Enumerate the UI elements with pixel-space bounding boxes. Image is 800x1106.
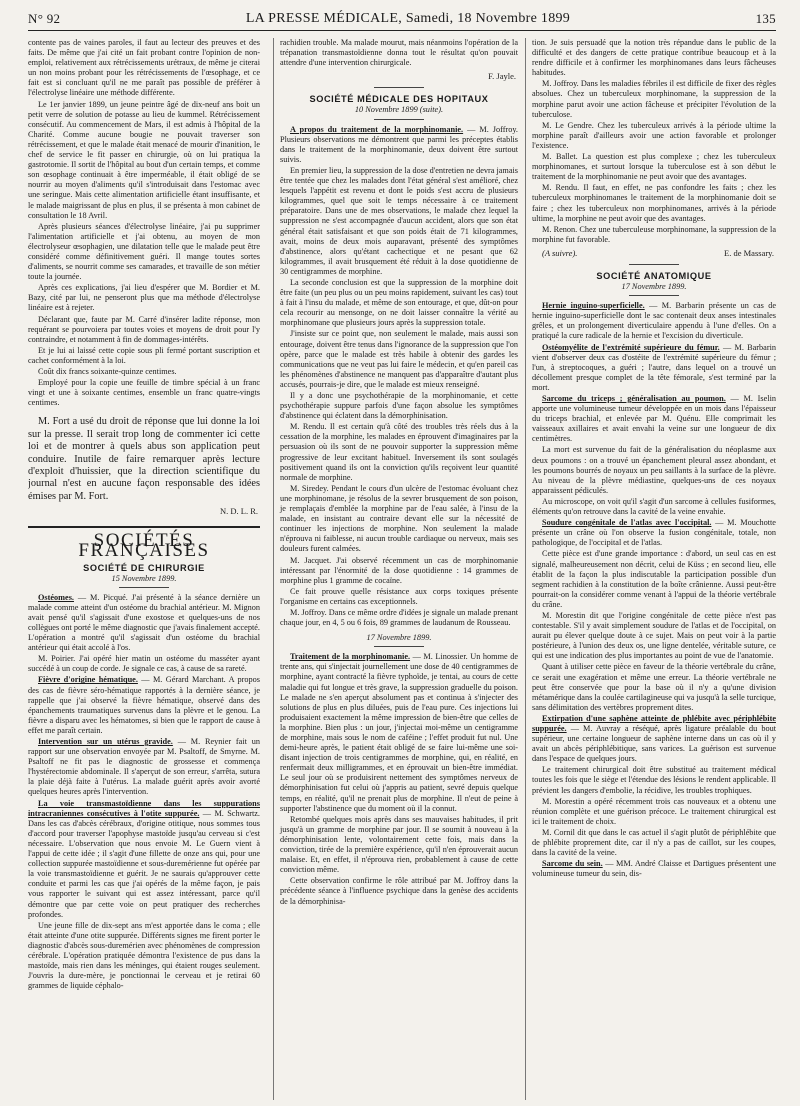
- session-date: 17 Novembre 1899.: [366, 633, 432, 643]
- paragraph: M. Joffroy. Dans ce même ordre d'idées je signale un malade prenant chaque jour, en 4, 5 ou 6 fois, 89 grammes de laudanum de Rousseau.: [280, 607, 518, 628]
- paragraph: Et je lui ai laissé cette copie sous pli fermé portant suscription et cachet conformément à la loi.: [28, 345, 260, 365]
- subheading: Sarcome du triceps ; généralisation au poumon.: [542, 394, 726, 403]
- page-header: [28, 8, 776, 31]
- paragraph: Sarcome du sein. — MM. André Claisse et Dartigues présentent une volumineuse tumeur du sein, dis-: [532, 859, 776, 879]
- editor-note: M. Fort a usé du droit de réponse que lui donne la loi sur la presse. Il serait trop long de commenter ici cette loi et de montrer à quels abus son application peut conduire. Inutile de faire remarquer après lecture d'exploit d'huissier, que la direction scientifique du journal n'est en aucune façon responsable des idées émises par M. Fort.: [28, 416, 260, 502]
- column-1: [28, 38, 260, 1100]
- paragraph: Déclarant que, faute par M. Carré d'insérer ladite réponse, mon requérant se pourvoiera par toutes voies et moyens de droit pour l'y contraindre, et notamment à fin de dommages-intérêts.: [28, 314, 260, 344]
- society-title: SOCIÉTÉ ANATOMIQUE: [596, 270, 712, 281]
- society-title: SOCIÉTÉ MÉDICALE DES HOPITAUX: [309, 94, 489, 105]
- continuation-line: [532, 248, 774, 258]
- short-rule: [374, 119, 424, 120]
- subheading: Traitement de la morphinomanie.: [290, 652, 411, 662]
- paragraph: tion. Je suis persuadé que la notion très répandue dans le public de la difficulté et des dangers de cette pratique contribue beaucoup et à la rendre difficile et à confirmer les morphinomanes dans leurs fâcheuses habitudes.: [532, 38, 776, 78]
- paragraph: Hernie inguino-superficielle. — M. Barbarin présente un cas de hernie inguino-superficielle dont le sac contenait deux anses intestinales grêles, et un prolongement diverticulaire appendu à l'une d'elles. On a pratiqué la cure radicale de la hernie et l'excision du diverticule.: [532, 301, 776, 341]
- paragraph: Il y a donc une psychothérapie de la morphinomanie, et cette psychothérapie suppure parfois d'une façon absolue les symptômes d'abstinence qui éclatent dans la démorphinisation.: [280, 391, 518, 421]
- paragraph: Fièvre d'origine hématique. — M. Gérard Marchant. A propos des cas de fièvre séro-hématique rapportés à la dernière séance, je rappelle que j'ai observé la fièvre hématique, observé dans des épanchements traumatiques survenus dans la plèvre et le genou. La fièvre a disparu avec les hématomes, si bien que le rapport de cause à effet me paraît certain.: [28, 675, 260, 735]
- paragraph: M. Morestin dit que l'origine congénitale de cette pièce n'est pas contestable. S'il y avait simplement soudure de l'atlas et de l'occipital, on aurait pu élever quelque doute à ce sujet. Mais on peut voir à la partie postérieure, à l'union des deux os, une ligne dentelée, véritable suture, ce qui est une indication des plus importantes au point de vue de l'anatomie.: [532, 610, 776, 661]
- subheading: La voie transmastoïdienne dans les suppurations intracraniennes consécutives à l'otite suppurée.: [28, 798, 260, 818]
- paragraph: M. Morestin a opéré récemment trois cas nouveaux et a obtenu une réunion complète et une guérison précoce. Le traitement chirurgical est ici le traitement de choix.: [532, 796, 776, 826]
- to-be-continued: (A suivre).: [542, 247, 578, 258]
- paragraph: Ostéomes. — M. Picqué. J'ai présenté à la séance dernière un malade comme atteint d'un ostéome du brachial antérieur. M. Mignon avait pensé qu'il s'agissait d'une exostose et quelques-uns de nos collègues ont porté le même diagnostic que j'avais finalement accepté. L'opération a montré qu'il s'agissait d'un ostéome du brachial antérieur qui était accolé à l'os.: [28, 592, 260, 653]
- paragraph: Après plusieurs séances d'électrolyse linéaire, j'ai pu supprimer l'alimentation artificielle et j'ai obtenu, au moyen de mon électrolyseur œsophagien, une dilatation telle que le malade peut être considéré comme définitivement guéri. Il mange toutes sortes d'aliments, se nourrit comme ses camarades, et travaille de son métier toute la journée.: [28, 221, 260, 282]
- subheading: Soudure congénitale de l'atlas avec l'occipital.: [542, 518, 712, 528]
- paragraph: M. Cornil dit que dans le cas actuel il s'agit plutôt de périphlébite que de phlébite proprement dite, car il n'y a pas de caillot, sur les coupes, dans la cavité de la veine.: [532, 827, 776, 858]
- paragraph: En premier lieu, la suppression de la dose d'entretien ne devra jamais être tentée que chez les malades dont l'état général s'est amélioré, chez lesquels l'appétit est revenu et dont le poids s'est accru de plusieurs kilogrammes, quel que soit le temps nécessaire à ce traitement préparatoire. Dans une de mes observations, le malade chez lequel la suppression ne s'est accompagnée d'aucun accident, alors que son état général était satisfaisant et que son poids était de 71 kilogrammes, avait, moins de deux mois auparavant, présenté des symptômes d'abstinence, alors qu'étant cachectique et ne pesant que 62 kilogrammes, il avait brusquement été réduit à la dose quotidienne de 30 centigrammes de morphine.: [280, 165, 518, 276]
- subheading: Sarcome du sein.: [542, 859, 603, 869]
- paragraph: M. Renon. Chez une tuberculeuse morphinomane, la suppression de la morphine fut favorable.: [532, 224, 776, 244]
- column-2: [273, 38, 518, 1100]
- paragraph: M. Rendu. Il est certain qu'à côté des troubles très réels dus à la cessation de la morphine, les malades en éprouvent d'imaginaires par la persuasion où ils sont de ne pouvoir supporter la suppression même progressive de leur excitant habituel. Inversement ils sont soulagés positivement quand ils ont la conviction qu'ils reçoivent leur quantité normale de morphine.: [280, 422, 518, 482]
- paragraph: Le traitement chirurgical doit être substitué au traitement médical toutes les fois que le siège et l'étendue des lésions le rendent applicable. Il prévient les dangers d'embolie, la récidive, les troubles trophiques.: [532, 765, 776, 795]
- paragraph: Employé pour la copie une feuille de timbre spécial à un franc vingt et une à soixante centimes, ensemble un franc quatre-vingts centimes.: [28, 378, 260, 408]
- society-title: SOCIÉTÉ DE CHIRURGIE: [83, 562, 205, 573]
- paragraph: Ce fait prouve quelle résistance aux corps toxiques présente l'organisme en certains cas exceptionnels.: [280, 586, 518, 606]
- masthead-title: LA PRESSE MÉDICALE, Samedi, 18 Novembre 1899: [245, 11, 571, 26]
- paragraph: Extirpation d'une saphène atteinte de phlébite avec périphlébite suppurée. — M. Auvray a réséqué, après ligature préalable du bout supérieur, une certaine longueur de saphène interne dans un cas où il y avait un abcès périphlébitique, sans varices. La guérison est survenue dans l'espace de quelques jours.: [532, 713, 776, 764]
- short-rule: [119, 587, 169, 588]
- short-rule: [629, 295, 679, 296]
- paragraph: M. Siredey. Pendant le cours d'un ulcère de l'estomac évoluant chez une morphinomane, je résolus de la sevrer brusquement de son poison, je remplaçais d'emblée la morphine par de l'eau salée, à l'insu de la malade, en insistant au contraire devant elle sur la nécessité de continuer les injections de morphine. Non seulement la malade n'éprouva ni faiblesse, ni aucun trouble cardiaque ou nerveux, mais ses douleurs furent calmées.: [280, 483, 518, 554]
- paragraph: M. Ballet. La question est plus complexe ; chez les tuberculeux morphinomanes, et surtout lorsque la tuberculose est à son début le traitement de la morphinomanie ne peut avoir que des avantages.: [532, 152, 776, 182]
- paragraph: Sarcome du triceps ; généralisation au poumon. — M. Iselin apporte une volumineuse tumeur développée en un mois dans l'épaisseur du triceps brachial, et enlevée par M. Quénu. Elle comprimait les vaisseaux axillaires et avait envahi la veine sur une longueur de dix centimètres.: [532, 394, 776, 444]
- author-signature: F. Jayle.: [488, 71, 516, 82]
- paragraph: M. Jacquet. J'ai observé récemment un cas de morphinomanie intéressant par l'énormité de la dose quotidienne : 14 grammes de morphine plus 1 gramme de cocaïne.: [280, 555, 518, 585]
- paragraph: Coût dix francs soixante-quinze centimes.: [38, 367, 177, 376]
- paragraph: Une jeune fille de dix-sept ans m'est apportée dans le coma ; elle était atteinte d'une otite suppurée. Différents signes me firent porter le diagnostic d'abcès sous-duremérien avec phénomènes de compression cérébrale. L'opération pratiquée démontra l'existence de pus dans la mastoïde, mais rien dans les méninges, qui étaient rouges seulement. J'ouvris la dure-mère, je ponctionnai le cerveau et je retirai 60 grammes de liquide céphalo-: [28, 920, 260, 991]
- paragraph: Le 1er janvier 1899, un jeune peintre âgé de dix-neuf ans boit un petit verre de solution de potasse au lieu de kummel. Rétrécissement consécutif. Au commencement de Mars, il est admis à l'hôpital de la Charité. Comme aucune bougie ne pouvait traverser son rétrécissement, et que le malade était menacé de mourir d'inanition, le chef de service le fit passer en chirurgie, où on lui pratiqua la gastrotomie. Il sortit de l'hôpital au bout d'un certain temps, et comme son œsophage continuait à être imperméable, il était obligé de se nourrir au moyen d'aliments qu'il s'introduisait dans l'estomac avec une seringue. Mais cette alimentation artificielle étant insuffisante, et le malade maigrissant de plus en plus, il se présenta à mon cabinet de consultation le 18 Avril.: [28, 99, 260, 220]
- subheading: Hernie inguino-superficielle.: [542, 301, 645, 311]
- subheading: Fièvre d'origine hématique.: [38, 675, 138, 685]
- paragraph: contente pas de vaines paroles, il faut au lecteur des preuves et des faits. De même que j'ai cité un fait probant contre l'opinion de non-emploi, relativement aux rétrécissements urétraux, de même je citerai un non moins probant pour les rétrécissements de l'œsophage, et ce fait est si concluant qu'il ne me paraît pas possible de préférer à l'électrolyse linéaire une méthode différente.: [28, 38, 260, 98]
- paragraph: La seconde conclusion est que la suppression de la morphine doit être faite (un peu plus ou un peu moins rapidement, suivant les cas) tout à fait à l'insu du malade, et même de son entourage, et que, dût-on pour cela recourir au mensonge, on ne doit laisser connaître la vérité au morphinomane que plusieurs jours après la suppression totale.: [280, 277, 518, 328]
- session-date: 15 Novembre 1899.: [111, 573, 177, 583]
- session-date: 10 Novembre 1899 (suite).: [354, 105, 444, 115]
- paragraph: Quant à utiliser cette pièce en faveur de la théorie vertébrale du crâne, ce serait une exagération et même une erreur. La théorie vertébrale ne peut être conservée que pour la base où il n'y a qu'une division métamérique dans la coulée cartilagineuse qui va jusqu'à la selle turcique, sans délimitation des vertèbres proprement dites.: [532, 662, 776, 712]
- section-title: SOCIÉTÉS FRANÇAISES: [78, 530, 210, 562]
- paragraph: Traitement de la morphinomanie. — M. Linossier. Un homme de trente ans, qui s'injectait journellement une dose de 40 centigrammes de morphine, ayant contracté la fièvre typhoïde, je tentai, au cours de cette maladie qui fut longue et très grave, la suppression graduelle du poison. Le malade ne s'en aperçut absolument pas et continua à s'injecter des solutions de plus en plus diluées, puis de l'eau pure. Ces injections lui produisaient exactement la même impression de bien-être que celles de la morphine. Bien plus : un jour, j'injectai moi-même un centigramme de morphine, mais sous le nom de caféine ; l'effet produit fut nul. Une demi-heure après, le patient était obligé de se faire lui-même une soi-disant injection de trois centigrammes de morphine, qui, en réalité, en renfermait deux milligrammes, et en éprouvait un bien-être immédiat. Le seul jour où se produisirent nettement des symptômes nerveux de démorphinisation fut celui où j'appris au patient, sevré depuis quelque temps, en réalité, qu'il ne prenait plus de morphine. Il n'eut de peine à supporter l'abstinence que du moment où il la connut.: [280, 652, 518, 813]
- paragraph: M. Rendu. Il faut, en effet, ne pas confondre les faits ; chez les tuberculeux morphinomanes le traitement de la morphinomanie doit se faire ; chez les tuberculeux non morphinomanes, arrivés à la période ultime, la morphine ne peut avoir que des avantages.: [532, 183, 776, 223]
- subheading: Ostéomes.: [38, 592, 74, 602]
- page-number: 135: [755, 11, 776, 26]
- paragraph: La mort est survenue du fait de la généralisation du néoplasme aux deux poumons : on a trouvé un épanchement pleural assez abondant, et les poumons bourrés de noyaux un peu saillants à la surface de la plèvre. Au niveau de la plèvre médiastine, quelques-uns de ces noyaux apparaissent pédiculés.: [532, 445, 776, 495]
- short-rule: [374, 646, 424, 647]
- paragraph: rachidien trouble. Ma malade mourut, mais néanmoins l'opération de la trépanation transmastoïdienne donna tout le résultat qu'on pouvait attendre d'une intervention chirurgicale.: [280, 38, 518, 68]
- paragraph: Cette observation confirme le rôle attribué par M. Joffroy dans la précédente séance à l'influence psychique dans la genèse des accidents de la démorphinisa-: [280, 876, 518, 906]
- paragraph: Intervention sur un utérus gravide. — M. Reynier fait un rapport sur une observation envoyée par M. Psaltoff, de Smyrne. M. Psaltoff ne fit pas le diagnostic de grossesse et commença l'hystérectomie abdominale. Il s'aperçut de son erreur, s'arrêta, sutura la plaie déjà faite à l'utérus. La malade guérit après avoir avorté quelques heures après l'intervention.: [28, 737, 260, 797]
- paragraph: Ostéomyélite de l'extrémité supérieure du fémur. — M. Barbarin vient d'observer deux cas d'ostéite de l'extrémité supérieure du fémur ; l'un, à streptocoques, a guéri ; l'autre, dans lequel on a trouvé un décollement presque complet de la tête fémorale, s'est terminé par la mort.: [532, 342, 776, 392]
- issue-number: N° 92: [28, 11, 61, 26]
- subheading: A propos du traitement de la morphinomanie.: [290, 124, 464, 134]
- session-date: 17 Novembre 1899.: [621, 282, 687, 292]
- subheading: Intervention sur un utérus gravide.: [38, 737, 173, 746]
- short-rule: [629, 264, 679, 265]
- paragraph: M. Joffroy. Dans les maladies fébriles il est difficile de fixer des règles absolues. Chez un tuberculeux morphinomane, la suppression de la morphine parut avoir une action fâcheuse et précipiter l'évolution de la tuberculose.: [532, 79, 776, 119]
- paragraph: Au microscope, on voit qu'il s'agit d'un sarcome à cellules fusiformes, éléments qu'on retrouve dans la cavité de la veine envahie.: [532, 496, 776, 517]
- column-3: [525, 38, 776, 1100]
- paragraph: Après ces explications, j'ai lieu d'espérer que M. Bordier et M. Bazy, cité par lui, ne penseront plus que ma méthode d'électrolyse linéaire est à rejeter.: [28, 283, 260, 313]
- editor-signature: N. D. L. R.: [219, 506, 258, 517]
- subheading: Extirpation d'une saphène atteinte de phlébite avec périphlébite suppurée.: [532, 713, 776, 733]
- short-rule: [374, 87, 424, 88]
- paragraph: A propos du traitement de la morphinomanie. — M. Joffroy. Plusieurs observations me démontrent que parmi les préceptes établis dans le traitement de la morphinomanie, deux doivent être surtout suivis.: [280, 124, 518, 164]
- paragraph: La voie transmastoïdienne dans les suppurations intracraniennes consécutives à l'otite suppurée. — M. Schwartz. Dans les cas d'abcès cérébraux, d'origine otitique, nous sommes tous d'accord pour traverser l'apophyse mastoïde jusqu'au cerveau si c'est nécessaire. L'observation que nous envoie M. Le Guern vient à l'appui de cette idée ; il s'agit d'une fillette de onze ans qui, pour une collection suppurée mastoïdienne et sous-duremérienne fut opérée par la voie transmastoïdienne et guérit. Je ne saurais qu'approuver cette conduite et parmi les cas que j'ai opérés de la même façon, je pais vous rapporter le suivant qui est assez intéressant, parce qu'il démontre que par cette voie on peut pratiquer des recherches profondes.: [28, 798, 260, 919]
- paragraph: Retombé quelques mois après dans ses mauvaises habitudes, il prit jusqu'à un gramme de morphine par jour. Il se soumit à nouveau à la démorphinisation lente, volontairement cette fois, mais dans la conviction, tirée de la première expérience, qu'il n'en éprouverait aucun malaise. Et, en effet, il n'éprouva rien, probablement à cause de cette conviction même.: [280, 814, 518, 875]
- subheading: Ostéomyélite de l'extrémité supérieure du fémur.: [542, 342, 720, 352]
- paragraph: M. Poirier. J'ai opéré hier matin un ostéome du masséter ayant succédé à un coup de corde. Je signale ce cas, à cause de sa rareté.: [28, 654, 260, 674]
- paragraph: Soudure congénitale de l'atlas avec l'occipital. — M. Mouchotte présente un crâne où l'on observe la fusion congénitale, totale, non pathologique, de l'occipital et de l'atlas.: [532, 518, 776, 548]
- paragraph: J'insiste sur ce point que, non seulement le malade, mais aussi son entourage, doivent être tenus dans l'ignorance de la suppression que l'on opère, parce que le malade est très habile à obtenir des gardes les communications que ne veut pas lui faire le médecin, et qu'en pareil cas les phénomènes d'abstinence ne manquent pas d'apparaître d'autant plus accusés, pourrais-je dire, que le malade est mieux renseigné.: [280, 329, 518, 389]
- section-rule: [28, 526, 260, 528]
- paragraph: M. Le Gendre. Chez les tuberculeux arrivés à la période ultime la morphine paraît d'ailleurs avoir une action favorable et prolonger l'existence.: [532, 120, 776, 150]
- paragraph: Cette pièce est d'une grande importance : d'abord, un seul cas en est signalé, malheureusement non décrit, celui de Küss ; en second lieu, elle établit de la façon la plus indiscutable la participation possible d'un segment rachidien à la constitution de la boîte crânienne. Aussi peut-être pourrait-on la considérer comme venant à l'appui de la théorie vertébrale du crâne.: [532, 549, 776, 609]
- author-signature: E. de Massary.: [724, 247, 774, 258]
